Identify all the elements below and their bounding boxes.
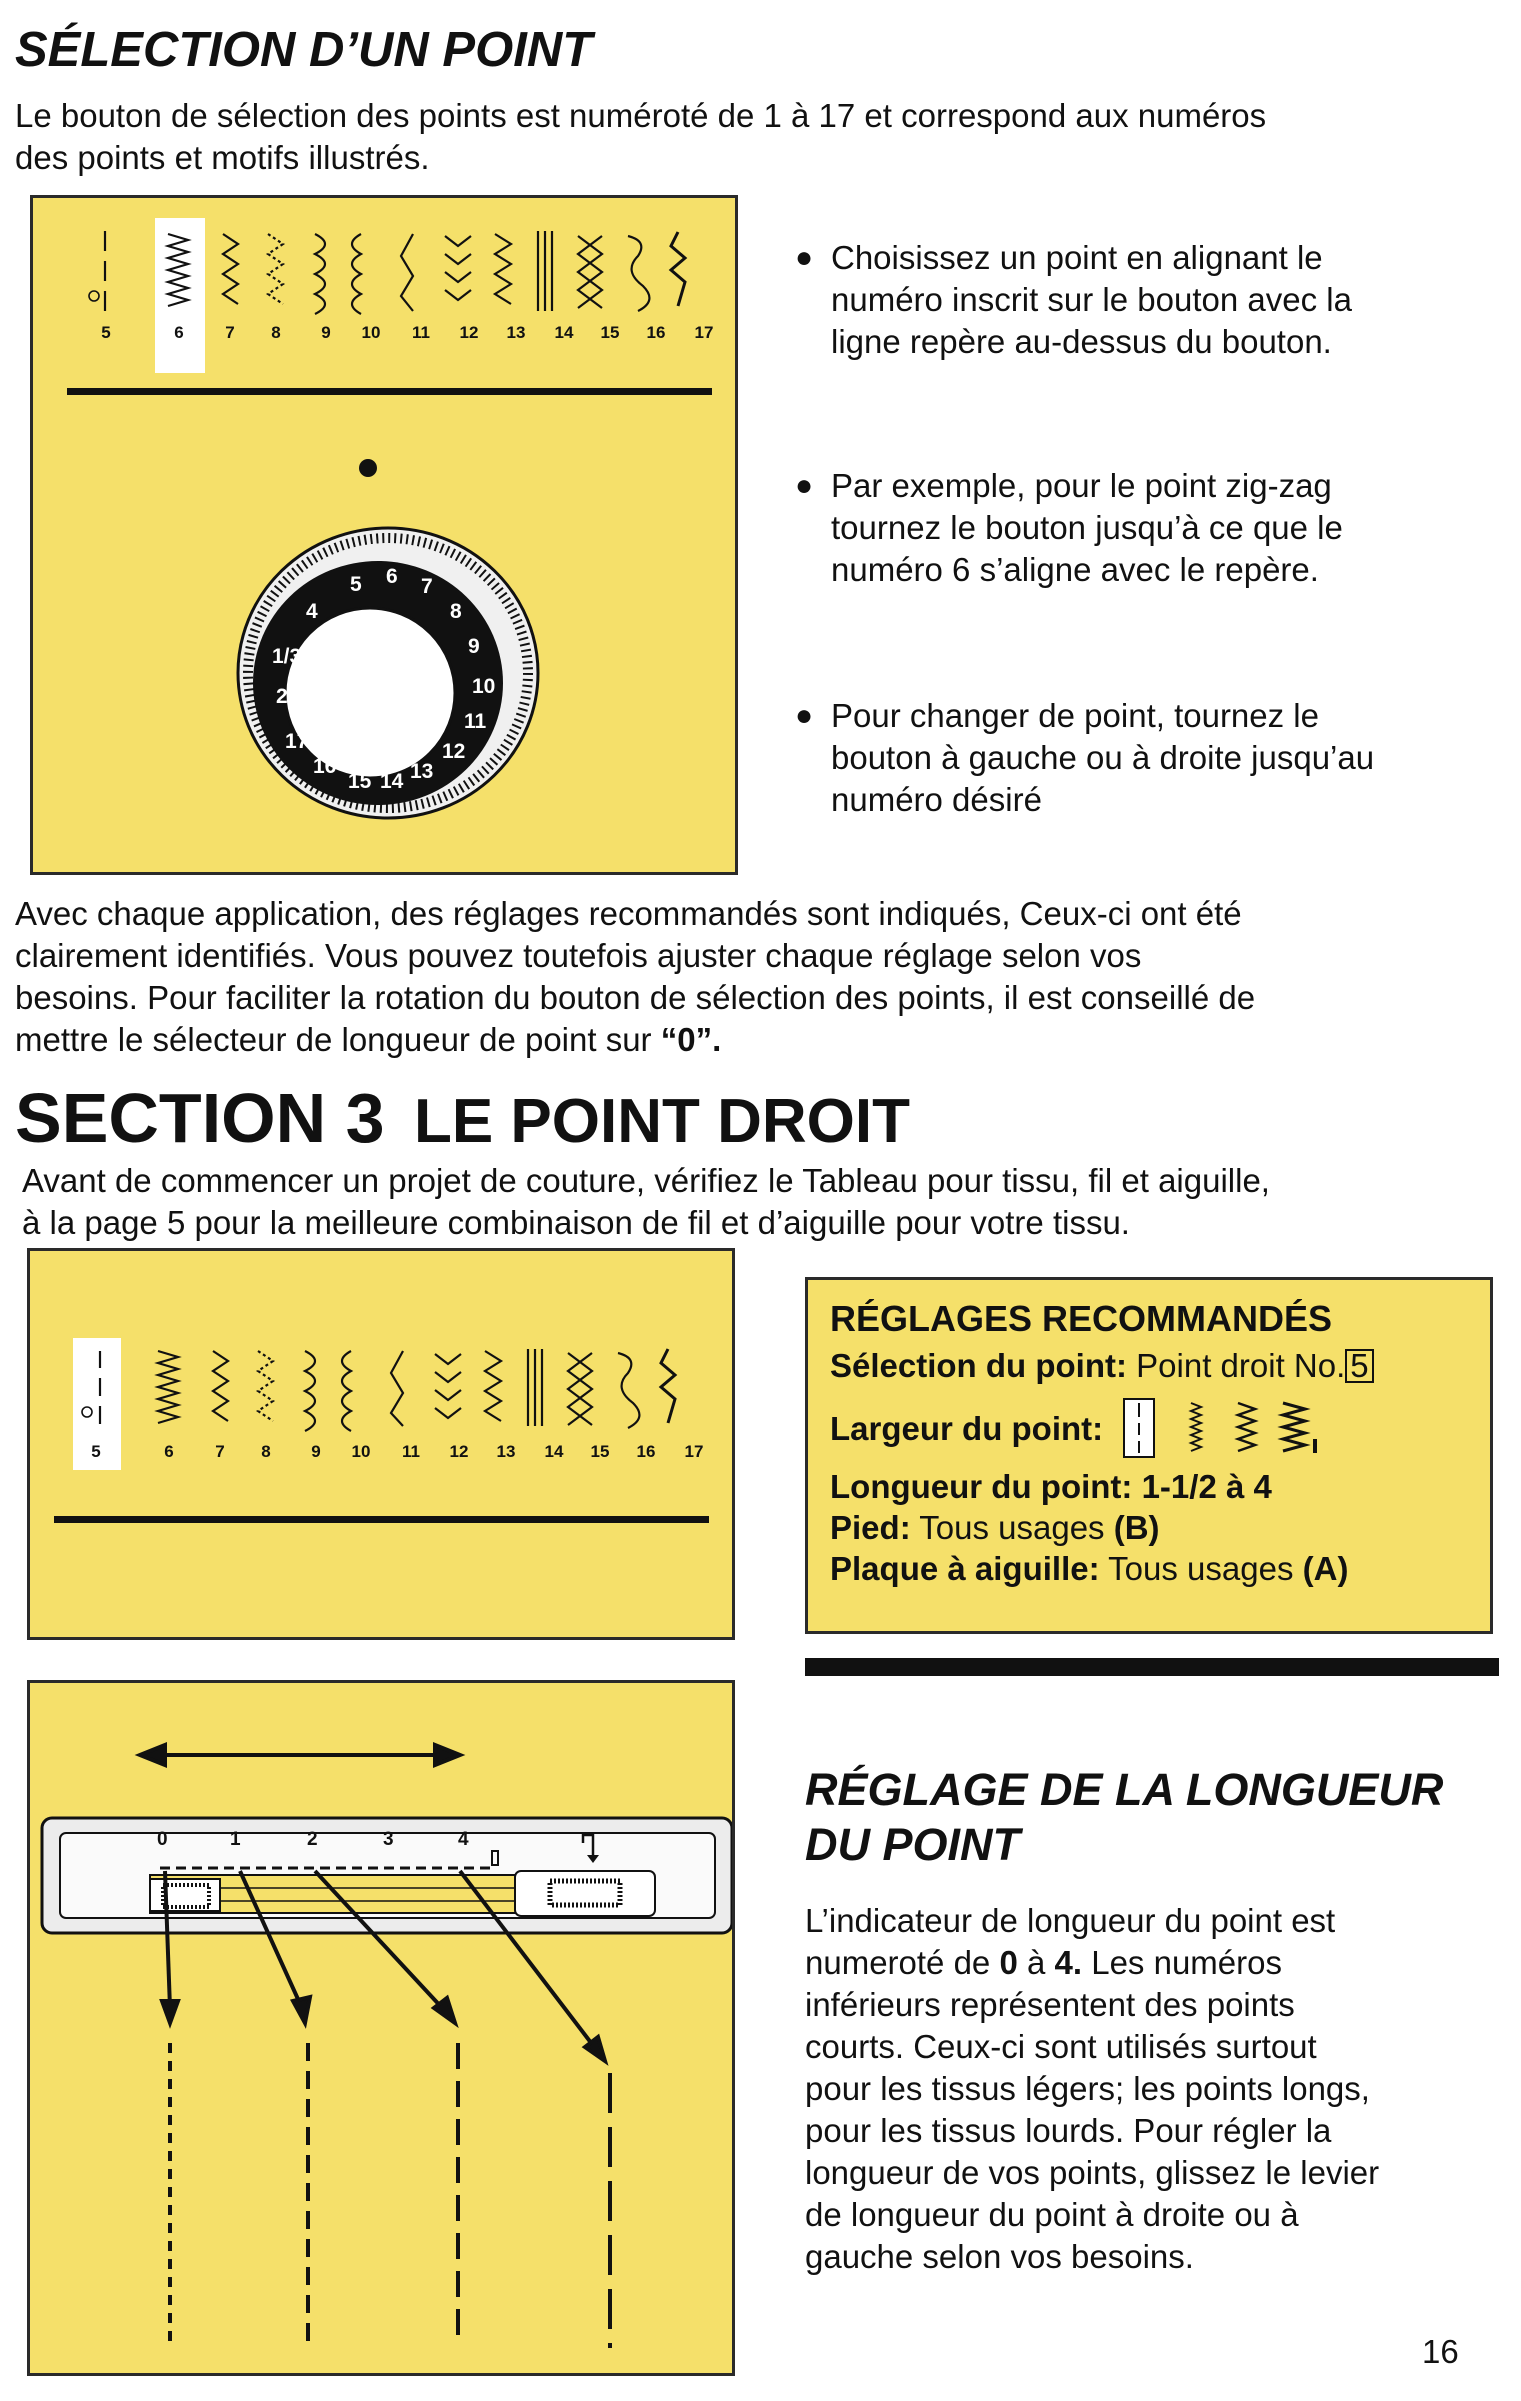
scale-number: 0 bbox=[157, 1829, 168, 1850]
stitch-number: 16 bbox=[636, 1442, 656, 1461]
stitch-dial-panel bbox=[30, 195, 738, 875]
after-line-text: mettre le sélecteur de longueur de point sur bbox=[15, 1021, 652, 1058]
stitch-width-line bbox=[830, 1398, 1490, 1458]
bullet-line: bouton à gauche ou à droite jusqu’au bbox=[831, 739, 1375, 776]
needle-plate-label: Plaque à aiguille: bbox=[830, 1550, 1100, 1587]
presser-foot-line bbox=[830, 1507, 1490, 1548]
length-line-text: numeroté de bbox=[805, 1944, 991, 1981]
section3-intro bbox=[22, 1160, 1270, 1244]
separator-bar bbox=[67, 388, 712, 395]
stitch-number: 10 bbox=[351, 1442, 371, 1461]
stitch-number: 11 bbox=[402, 1442, 420, 1461]
intro-line: à la page 5 pour la meilleure combinaison de fil et d’aiguille pour votre tissu. bbox=[22, 1204, 1130, 1241]
stitch-number: 9 bbox=[311, 1442, 321, 1461]
after-line: Avec chaque application, des réglages recommandés sont indiqués, Ceux-ci ont été bbox=[15, 895, 1242, 932]
after-line-bold: “0”. bbox=[660, 1021, 722, 1058]
scale-number: 2 bbox=[307, 1829, 318, 1850]
stitch-number: 15 bbox=[590, 1442, 610, 1461]
section1-bullets bbox=[795, 237, 1495, 821]
bullet-dot: ● bbox=[795, 241, 814, 274]
stitch-number: 14 bbox=[544, 1442, 564, 1461]
scale-number: 1 bbox=[230, 1829, 241, 1850]
stitch-number: 7 bbox=[225, 323, 235, 342]
separator-bar bbox=[805, 1658, 1499, 1676]
page-number: 16 bbox=[1422, 2333, 1459, 2370]
after-line bbox=[15, 1019, 1505, 1061]
dial-number: 12 bbox=[442, 740, 466, 763]
dial-number: 13 bbox=[410, 760, 434, 783]
stitch-number: 8 bbox=[261, 1442, 271, 1461]
stitch-selection-value: Point droit No. bbox=[1136, 1347, 1346, 1384]
width-narrow-icon bbox=[1191, 1403, 1201, 1451]
dial-number: 2 bbox=[276, 685, 288, 708]
stitch-number: 17 bbox=[684, 1442, 704, 1461]
section3-heading bbox=[15, 1078, 910, 1158]
section1-intro bbox=[15, 95, 1266, 179]
scale-number: 3 bbox=[383, 1829, 394, 1850]
presser-foot-label: Pied: bbox=[830, 1509, 911, 1546]
after-line: clairement identifiés. Vous pouvez toutefois ajuster chaque réglage selon vos bbox=[15, 937, 1142, 974]
dial-number: 8 bbox=[450, 600, 462, 623]
stitch-number: 12 bbox=[449, 1442, 469, 1461]
after-line: besoins. Pour faciliter la rotation du bouton de sélection des points, il est conseillé de bbox=[15, 979, 1256, 1016]
dial-number: 14 bbox=[380, 770, 404, 793]
bullet-line: Pour changer de point, tournez le bbox=[831, 697, 1319, 734]
stitch-chart-panel bbox=[27, 1248, 735, 1640]
needle-plate-line bbox=[830, 1548, 1490, 1589]
dial-number: 9 bbox=[468, 635, 480, 658]
stitch-pattern-chart bbox=[73, 1346, 713, 1486]
direction-arrow bbox=[140, 1745, 460, 1765]
stitch-number: 12 bbox=[459, 323, 479, 342]
section-label: SECTION 3 bbox=[15, 1079, 385, 1157]
bullet-item bbox=[795, 237, 1495, 363]
length-section-body bbox=[805, 1900, 1505, 2278]
stitch-number: 5 bbox=[91, 1442, 101, 1461]
recommended-title: RÉGLAGES RECOMMANDÉS bbox=[830, 1298, 1333, 1339]
dial-number: 10 bbox=[472, 675, 496, 698]
stitch-number: 17 bbox=[694, 323, 714, 342]
dial-number: 16 bbox=[313, 755, 337, 778]
stitch-selection-label: Sélection du point: bbox=[830, 1347, 1127, 1384]
recommended-settings-panel bbox=[805, 1277, 1493, 1634]
bullet-item bbox=[795, 465, 1495, 591]
dial-number: 7 bbox=[421, 575, 433, 598]
bullet-dot: ● bbox=[795, 469, 814, 502]
length-line-text: Les numéros bbox=[1082, 1944, 1282, 1981]
stitch-number: 13 bbox=[496, 1442, 516, 1461]
stitch-number: 13 bbox=[506, 323, 526, 342]
length-title-line: DU POINT bbox=[805, 1819, 1021, 1870]
stitch-length-samples bbox=[170, 2043, 610, 2348]
bullet-line: numéro inscrit sur le bouton avec la bbox=[831, 281, 1352, 318]
bullet-line: Choisissez un point en alignant le bbox=[831, 239, 1323, 276]
stitch-length-panel bbox=[27, 1680, 735, 2376]
dial-center bbox=[285, 608, 455, 778]
stitch-selection-line bbox=[830, 1345, 1490, 1386]
stitch-number: 8 bbox=[271, 323, 281, 342]
intro-line: Le bouton de sélection des points est numéroté de 1 à 17 et correspond aux numéros bbox=[15, 97, 1267, 134]
intro-line: Avant de commencer un projet de couture, vérifiez le Tableau pour tissu, fil et aiguille, bbox=[22, 1162, 1270, 1199]
stitch-number-row bbox=[73, 1442, 713, 1468]
dial-number: 5 bbox=[350, 573, 362, 596]
dial-number: 1/3 bbox=[272, 645, 302, 668]
bullet-item bbox=[795, 695, 1495, 821]
dial-number: 6 bbox=[386, 565, 398, 588]
stitch-number: 9 bbox=[321, 323, 331, 342]
stitch-number: 6 bbox=[164, 1442, 174, 1461]
length-line: inférieurs représentent des points bbox=[805, 1986, 1295, 2023]
stitch-patterns bbox=[73, 1346, 713, 1456]
stitch-selector-dial bbox=[228, 453, 548, 873]
section-title: LE POINT DROIT bbox=[413, 1087, 910, 1156]
width-wide-icon bbox=[1283, 1403, 1305, 1451]
length-line: pour les tissus lourds. Pour régler la bbox=[805, 2112, 1332, 2149]
bullet-line: tournez le bouton jusqu’à ce que le bbox=[831, 509, 1343, 546]
length-line: courts. Ceux-ci sont utilisés surtout bbox=[805, 2028, 1317, 2065]
stitch-number: 6 bbox=[174, 323, 184, 342]
length-line: pour les tissus légers; les points longs, bbox=[805, 2070, 1370, 2107]
needle-plate-code: (A) bbox=[1302, 1550, 1349, 1587]
stitch-number: 15 bbox=[600, 323, 620, 342]
stitch-length-diagram bbox=[30, 1683, 732, 2373]
needle-plate-value: Tous usages bbox=[1108, 1550, 1294, 1587]
section1-title: SÉLECTION D’UN POINT bbox=[15, 23, 593, 77]
bullet-line: numéro 6 s’aligne avec le repère. bbox=[831, 551, 1319, 588]
bullet-line: ligne repère au-dessus du bouton. bbox=[831, 323, 1332, 360]
length-section-title bbox=[805, 1762, 1443, 1872]
length-title-line: RÉGLAGE DE LA LONGUEUR bbox=[805, 1764, 1444, 1815]
length-line bbox=[805, 1942, 1505, 1984]
stitch-number: 14 bbox=[554, 323, 574, 342]
length-line: longueur de vos points, glissez le levier bbox=[805, 2154, 1380, 2191]
dial-number: 11 bbox=[464, 710, 487, 733]
bullet-line: numéro désiré bbox=[831, 781, 1042, 818]
presser-foot-value: Tous usages bbox=[919, 1509, 1105, 1546]
stitch-number: 16 bbox=[646, 323, 666, 342]
dial-number: 4 bbox=[306, 600, 318, 623]
dial-number: 17 bbox=[285, 730, 309, 753]
length-line-text: à bbox=[1017, 1944, 1055, 1981]
length-line: L’indicateur de longueur du point est bbox=[805, 1902, 1336, 1939]
length-line-bold: 0 bbox=[999, 1944, 1018, 1981]
length-lever bbox=[150, 1879, 220, 1911]
bullet-line: Par exemple, pour le point zig-zag bbox=[831, 467, 1332, 504]
stitch-number: 10 bbox=[361, 323, 381, 342]
stitch-number: 5 bbox=[101, 323, 111, 342]
stitch-number-row bbox=[83, 323, 723, 349]
stitch-number: 7 bbox=[215, 1442, 225, 1461]
length-line: gauche selon vos besoins. bbox=[805, 2238, 1194, 2275]
presser-foot-code: (B) bbox=[1113, 1509, 1160, 1546]
separator-bar bbox=[54, 1516, 709, 1523]
length-line: de longueur du point à droite ou à bbox=[805, 2196, 1299, 2233]
stitch-number-box: 5 bbox=[1345, 1349, 1373, 1383]
scale-number: 4 bbox=[458, 1829, 469, 1850]
alignment-mark bbox=[359, 459, 377, 477]
dial-number: 15 bbox=[348, 770, 372, 793]
width-medium-icon bbox=[1238, 1403, 1255, 1451]
stitch-pattern-chart bbox=[83, 218, 713, 358]
bullet-dot: ● bbox=[795, 699, 814, 732]
stitch-length-line: Longueur du point: 1-1/2 à 4 bbox=[830, 1468, 1272, 1505]
intro-line: des points et motifs illustrés. bbox=[15, 139, 430, 176]
stitch-number: 11 bbox=[412, 323, 430, 342]
length-line-bold: 4. bbox=[1054, 1944, 1083, 1981]
stitch-width-icons bbox=[1123, 1397, 1343, 1459]
stitch-width-label: Largeur du point: bbox=[830, 1409, 1104, 1447]
section1-after-text bbox=[15, 893, 1505, 1061]
